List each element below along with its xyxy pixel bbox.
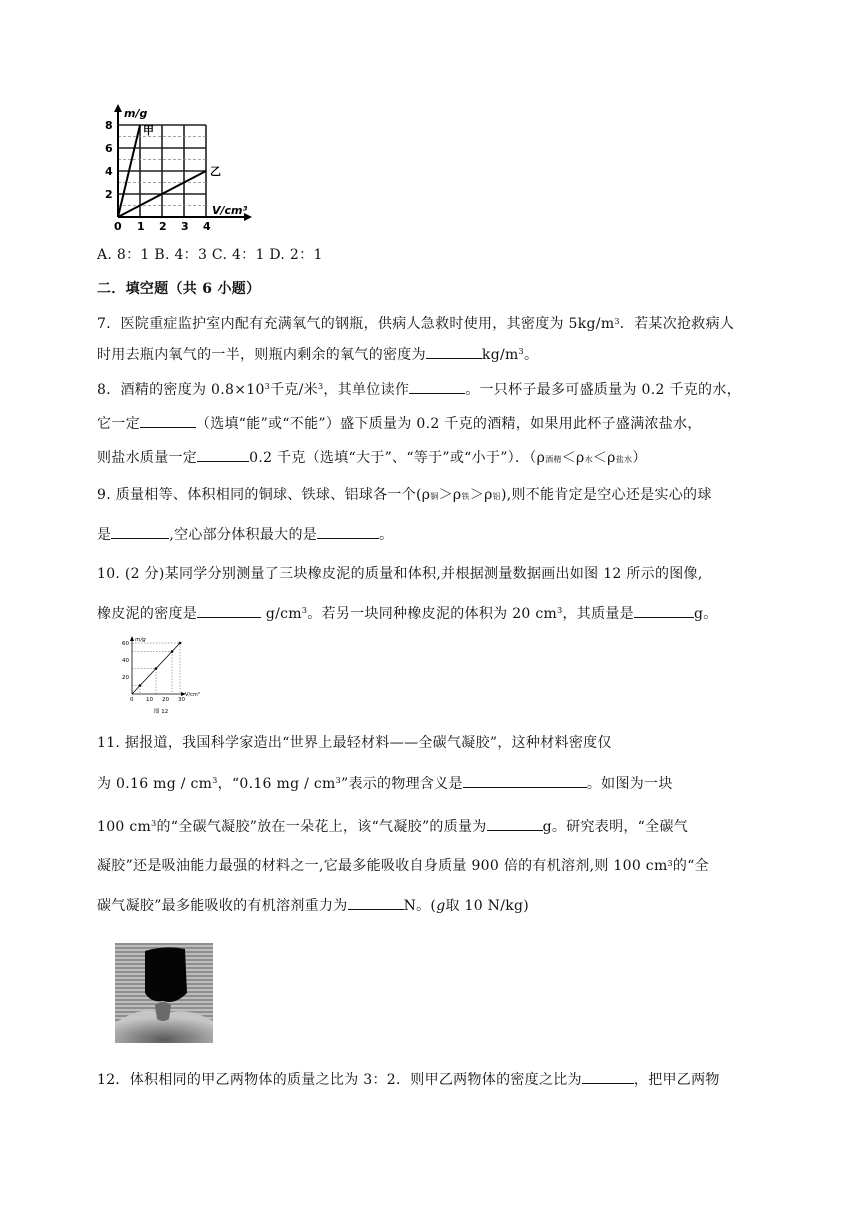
q7-line2 (97, 343, 538, 366)
q12-line1 (97, 1068, 720, 1091)
y-tick-label: 60 (122, 641, 129, 647)
subscript: 铝 (492, 492, 501, 501)
y-axis-arrow (114, 104, 122, 112)
data-point (179, 642, 182, 645)
data-point (139, 684, 142, 687)
q7-text: 时用去瓶内氧气的一半，则瓶内剩余的氧气的密度为 (97, 347, 426, 363)
q10-text: 。若另一块同种橡皮泥的体积为 20 cm (307, 606, 558, 622)
q11-text: 100 cm (97, 819, 152, 835)
subscript: 铜 (430, 492, 439, 501)
answer-blank[interactable] (197, 446, 249, 462)
q9-line1 (97, 484, 712, 506)
mass-volume-chart-1 (98, 100, 258, 240)
q12-text: 12．体积相同的甲乙两物体的质量之比为 3：2．则甲乙两物体的密度之比为 (97, 1072, 582, 1088)
answer-blank[interactable] (487, 815, 543, 831)
q8-text: 则盐水质量一定 (97, 450, 198, 466)
q9-text: 9. 质量相等、体积相同的铜球、铁球、铝球各一个(ρ (97, 487, 431, 503)
q8-text: 0.2 千克（选填“大于”、“等于”或“小于”）．（ρ (249, 450, 546, 466)
q10-line2 (97, 602, 718, 625)
superscript: 3 (518, 347, 524, 356)
q7-text: ．若某次抢救病人 (619, 316, 735, 332)
q11-text: 为 0.16 mg / cm (97, 776, 213, 792)
series-label: 甲 (143, 124, 154, 138)
chart1-labels (105, 107, 248, 233)
answer-blank[interactable] (634, 602, 694, 618)
q9-text: 。 (379, 527, 394, 543)
answer-blank[interactable] (197, 602, 261, 618)
y-axis-label: m/g (124, 107, 148, 120)
q9-text: 是 (97, 527, 112, 543)
q11-text: 的“全碳气凝胶”放在一朵花上，该“气凝胶”的质量为 (156, 819, 487, 835)
q8-text: （选填“能”或“不能”）盛下质量为 0.2 千克的酒精，如果用此杯子盛满浓盐水， (195, 416, 702, 432)
superscript: 3 (264, 382, 271, 391)
q8-text: 。一只杯子最多可盛质量为 0.2 千克的水， (465, 382, 741, 398)
q7-text: kg/m (481, 347, 519, 363)
superscript: 3 (557, 606, 563, 615)
q10-text: g/cm (261, 606, 302, 622)
answer-blank[interactable] (111, 523, 169, 539)
answer-blank[interactable] (348, 894, 404, 910)
x-tick-label: 30 (178, 697, 185, 703)
q11-line3 (97, 815, 688, 838)
series-label: 乙 (210, 165, 221, 178)
x-tick-label: 10 (146, 697, 153, 703)
figure-caption: 图 12 (154, 709, 169, 715)
q10-text: 橡皮泥的密度是 (97, 606, 198, 622)
q9-line2 (97, 523, 393, 546)
chart1-grid (118, 125, 206, 217)
y-tick-label: 6 (105, 142, 113, 155)
q6-options: A. 8：1 B. 4：3 C. 4：1 D. 2：1 (97, 247, 323, 263)
x-tick-label: 0 (114, 220, 122, 233)
data-point (155, 667, 158, 670)
subscript: 酒精 (545, 455, 562, 464)
x-tick-label: 2 (159, 220, 167, 233)
q11-text: 碳气凝胶”最多能吸收的有机溶剂重力为 (97, 898, 348, 914)
y-axis-label: m/g (135, 637, 146, 643)
q10-line1: 10. (2 分)某同学分别测量了三块橡皮泥的质量和体积,并根据测量数据画出如图 12 所示的图像, (97, 566, 703, 582)
x-tick-label: 3 (181, 220, 189, 233)
answer-blank[interactable] (317, 523, 379, 539)
q10-text: g。 (693, 606, 718, 622)
y-tick-label: 20 (122, 675, 129, 681)
superscript: 3 (317, 382, 324, 391)
x-tick-label: 20 (162, 697, 169, 703)
q8-text: 千克/米 (270, 382, 318, 398)
y-tick-label: 40 (122, 658, 129, 664)
y-tick-label: 4 (105, 165, 113, 178)
data-point (171, 650, 174, 653)
q9-text: ＞ρ (469, 487, 493, 503)
y-tick-label: 2 (105, 188, 113, 201)
q11-line5 (97, 894, 529, 917)
x-tick-label: 1 (137, 220, 145, 233)
chart2-series (132, 642, 181, 694)
q10-text: ，其质量是 (562, 606, 634, 622)
mass-volume-chart-2 (118, 634, 210, 716)
x-tick-label: 0 (130, 697, 134, 703)
superscript: 3 (667, 859, 673, 868)
q11-text: 取 10 N/kg) (445, 898, 530, 914)
q8-line1 (97, 378, 741, 401)
subscript: 盐水 (615, 455, 633, 464)
x-axis-label: V/cm³ (185, 692, 200, 698)
q8-line2 (97, 412, 702, 435)
q9-text: ,空心部分体积最大的是 (169, 527, 318, 543)
q8-text: 8．酒精的密度为 0.8×10 (97, 382, 265, 398)
x-axis-label: V/cm³ (212, 204, 248, 217)
x-tick-label: 4 (203, 220, 211, 233)
section2-title: 二．填空题（共 6 小题） (97, 281, 261, 297)
superscript: 3 (301, 606, 308, 615)
superscript: 3 (614, 317, 620, 326)
q8-line3 (97, 446, 647, 469)
q11-text: ，“0.16 mg / cm (217, 776, 336, 792)
q8-text: 它一定 (97, 416, 140, 432)
q11-text: 凝胶”还是吸油能力最强的材料之一,它最多能吸收自身质量 900 倍的有机溶剂,则 100 cm (97, 858, 668, 874)
q11-text: N。( (403, 898, 437, 914)
superscript: 3 (212, 776, 218, 785)
subscript: 水 (584, 455, 593, 464)
answer-blank[interactable] (582, 1068, 634, 1084)
q7-line1 (97, 313, 734, 335)
q11-text: 的“全 (672, 858, 709, 874)
answer-blank[interactable] (140, 412, 196, 428)
superscript: 3 (151, 819, 157, 828)
q12-text: ，把甲乙两物 (633, 1072, 720, 1088)
q7-text: 7．医院重症监护室内配有充满氧气的钢瓶，供病人急救时使用，其密度为 5kg/m (97, 316, 615, 332)
y-axis-arrow (130, 636, 134, 641)
answer-blank[interactable] (409, 378, 465, 394)
q11-line4 (97, 855, 709, 877)
q8-text: ） (632, 450, 647, 466)
y-tick-label: 8 (105, 119, 113, 132)
q11-line2 (97, 772, 673, 795)
q11-line1: 11. 据报道，我国科学家造出“世界上最轻材料——全碳气凝胶”，这种材料密度仅 (97, 735, 612, 751)
q11-text: g。研究表明，“全碳气 (542, 819, 689, 835)
q9-text: ＞ρ (438, 487, 462, 503)
q8-text: ，其单位读作 (323, 382, 410, 398)
answer-blank[interactable] (463, 772, 587, 788)
chart2-labels (122, 637, 200, 715)
q11-text: ”表示的物理含义是 (340, 776, 463, 792)
q7-text: 。 (523, 347, 539, 363)
q8-text: ＜ρ (561, 450, 585, 466)
q11-text: 。如图为一块 (586, 776, 673, 792)
q9-text: ),则不能肯定是空心还是实心的球 (500, 487, 712, 503)
q8-text: ＜ρ (592, 450, 616, 466)
answer-blank[interactable] (426, 343, 482, 359)
subscript: 铁 (461, 492, 470, 501)
q11-text: g (436, 898, 446, 914)
superscript: 3 (335, 776, 341, 785)
aerogel-on-flower-photo (115, 943, 213, 1043)
